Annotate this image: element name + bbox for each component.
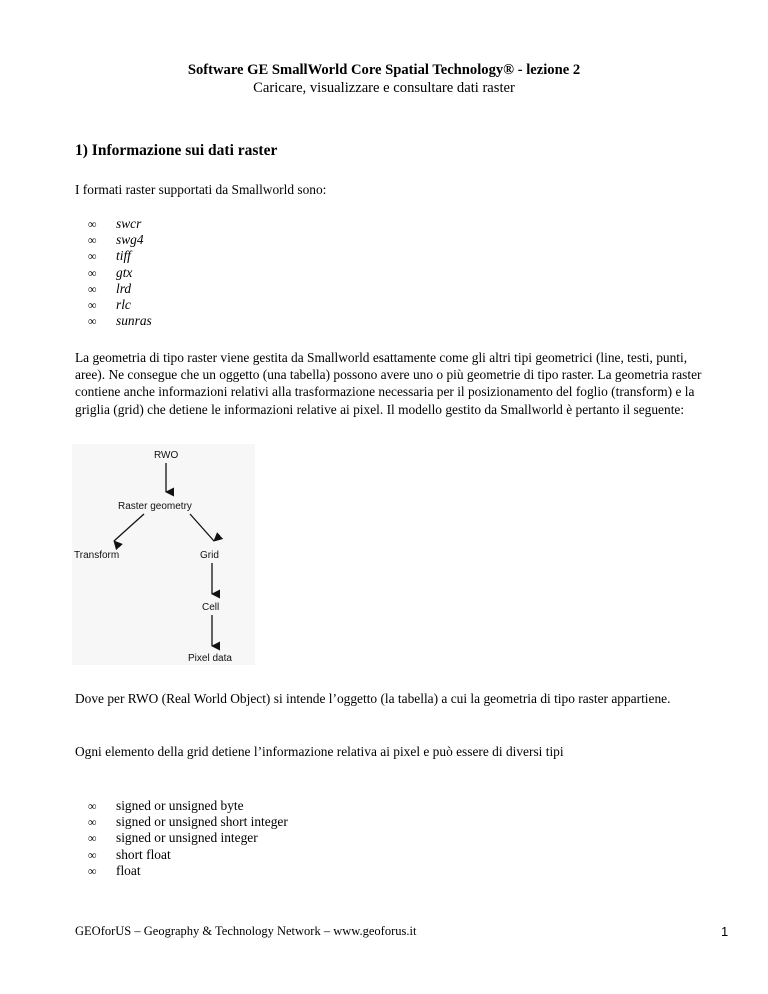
page-number: 1 [721, 924, 729, 939]
section-heading: 1) Informazione sui dati raster [75, 142, 278, 159]
grid-types-intro: Ogni elemento della grid detiene l’informazione relativa ai pixel e può essere di diversi tipi [75, 744, 564, 759]
node-raster-geometry: Raster geometry [118, 501, 192, 512]
bullet-icon: ∞ [88, 815, 97, 830]
bullet-icon: ∞ [88, 799, 97, 813]
bullet-icon: ∞ [88, 233, 97, 248]
node-grid: Grid [200, 550, 219, 561]
raster-geometry-paragraph: La geometria di tipo raster viene gestita da Smallworld esattamente come gli altri tipi geometrici (line, testi, punti, aree). Ne consegue che un oggetto (una tabella) possono avere uno o più geometrie di tipo raster. La geometria raster contiene anche informazioni relativi alla trasformazione necessaria per il posizionamento del foglio (transform) e la griglia (grid) che detiene le informazioni relative ai pixel. Il modello gestito da Smallworld è pertanto il seguente: [75, 350, 702, 417]
node-transform: Transform [74, 550, 120, 561]
bullet-icon: ∞ [88, 314, 97, 329]
formats-intro: I formati raster supportati da Smallworld sono: [75, 182, 327, 197]
document-subtitle: Caricare, visualizzare e consultare dati raster [253, 80, 515, 96]
rwo-explanation: Dove per RWO (Real World Object) si intende l’oggetto (la tabella) a cui la geometria di tipo raster appartiene. [75, 691, 671, 706]
bullet-icon: ∞ [88, 297, 97, 312]
bullet-icon: ∞ [88, 265, 97, 280]
node-cell: Cell [202, 602, 220, 613]
bullet-icon: ∞ [88, 831, 97, 846]
footer-text: GEOforUS – Geography & Technology Network – www.geoforus.it [75, 924, 417, 938]
arrow-raster-grid [190, 514, 214, 541]
bullet-icon: ∞ [88, 847, 97, 862]
bullet-icon: ∞ [88, 863, 97, 878]
bullet-icon: ∞ [88, 249, 97, 264]
bullet-icon: ∞ [88, 281, 97, 296]
arrow-raster-transform [114, 514, 144, 541]
node-rwo: RWO [154, 450, 179, 461]
document-title: Software GE SmallWorld Core Spatial Technology® - lezione 2 [187, 62, 581, 78]
raster-model-diagram [72, 444, 255, 665]
node-pixel-data: Pixel data [188, 653, 232, 664]
bullet-icon: ∞ [88, 217, 97, 231]
